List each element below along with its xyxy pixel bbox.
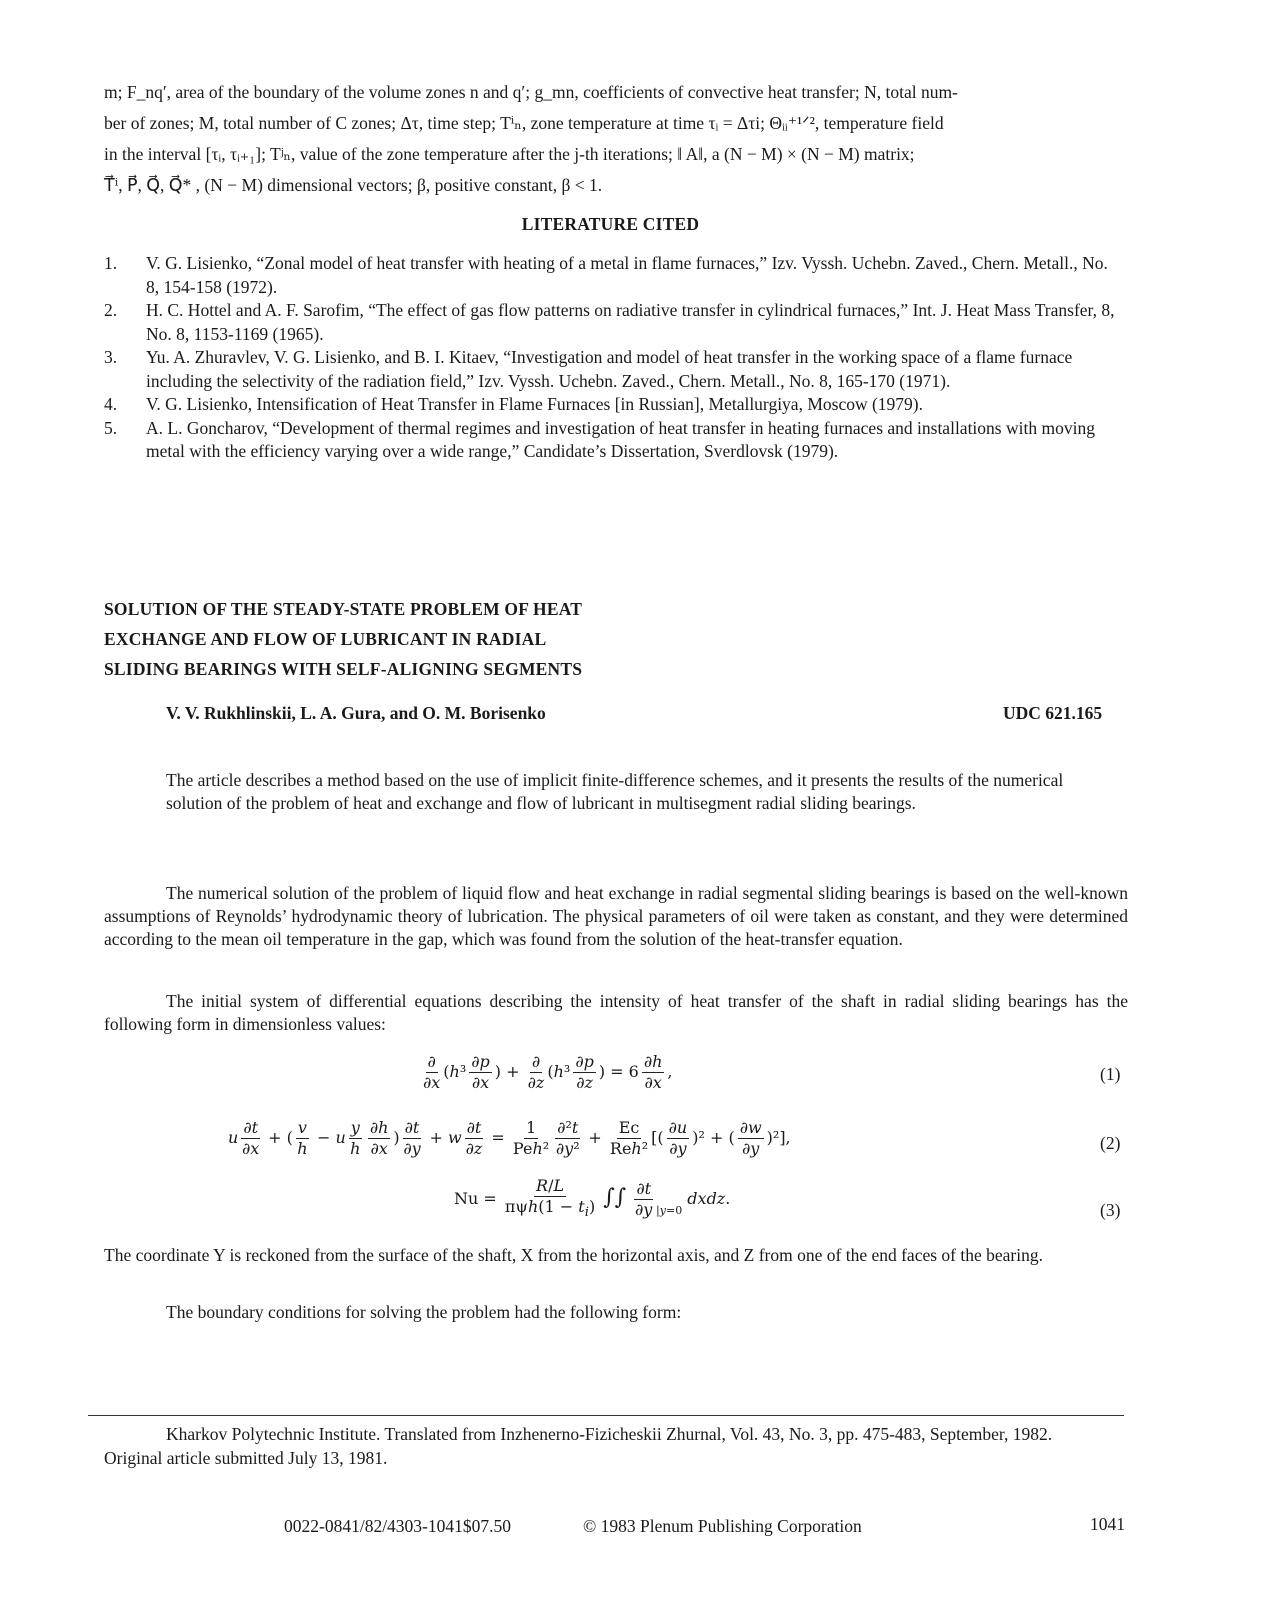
body-paragraph: The numerical solution of the problem of liquid flow and heat exchange in radial segmental sliding bearings is based on the well-known assumptions of Reynolds’ hydrodynamic theory of lubrication. The physical parameters of oil were taken as constant, and they were determined according to the mean oil temperature in the gap, which was found from the solution of the heat-transfer equation. [104, 883, 1128, 949]
reference-list [104, 252, 1124, 464]
nomenclature-line: T⃗ⁱ, P⃗, Q⃗, Q⃗* , (N − M) dimensional vectors; β, positive constant, β < 1. [104, 175, 603, 195]
equation-3: Nu = $\frac{R/L}{\pi\psi h(1 - t_i)}$ ∫∫ $\frac{\partial t}{\partial y}$ $_{|y=0}$ dxdz. [454, 1176, 731, 1221]
reference-item: 2. H. C. Hottel and A. F. Sarofim, “The effect of gas flow patterns on radiative transfer in cylindrical furnaces,” Int. J. Heat Mass Transfer, 8, No. 8, 1153-1169 (1965). [104, 300, 1115, 344]
equation-number: (1) [1100, 1064, 1121, 1084]
reference-item: 4. V. G. Lisienko, Intensification of Heat Transfer in Flame Furnaces [in Russian], Metallurgiya, Moscow (1979). [104, 394, 924, 414]
nomenclature [104, 77, 1124, 201]
reference-item: 3. Yu. A. Zhuravlev, V. G. Lisienko, and B. I. Kitaev, “Investigation and model of heat transfer in the working space of a flame furnace including the selectivity of the radiation field,” Izv. Vyssh. Uchebn. Zaved., Chern. Metall., No. 8, 165-170 (1971). [104, 347, 1073, 391]
udc-code: UDC 621.165 [1003, 703, 1103, 723]
reference-item: 1. V. G. Lisienko, “Zonal model of heat transfer with heating of a metal in flame furnaces,” Izv. Vyssh. Uchebn. Zaved., Chern. Metall., No. 8, 154-158 (1972). [104, 253, 1108, 297]
reference-text: H. C. Hottel and A. F. Sarofim, “The effect of gas flow patterns on radiative transfer in cylindrical furnaces,” Int. J. Heat Mass Transfer, 8, No. 8, 1153-1169 (1965). [146, 300, 1115, 344]
nomenclature-line: in the interval [τᵢ, τᵢ₊₁]; Tʲₙ, value of the zone temperature after the j-th iterations; ‖ A‖, a (N − M) × (N − M) matrix; [104, 144, 915, 164]
reference-text: V. G. Lisienko, “Zonal model of heat transfer with heating of a metal in flame furnaces,” Izv. Vyssh. Uchebn. Zaved., Chern. Metall., No. 8, 154-158 (1972). [146, 253, 1108, 297]
nomenclature-line: ber of zones; M, total number of C zones; Δτ, time step; Tⁱₙ, zone temperature at time τᵢ = Δτi; Θᵢᵢ⁺¹ᐟ², temperature field [104, 113, 944, 133]
footnote-divider [88, 1415, 1124, 1416]
footnote: Kharkov Polytechnic Institute. Translated from Inzhenerno-Fizicheskii Zhurnal, Vol. 43, No. 3, pp. 475-483, September, 1982. Original article submitted July 13, 1981. [104, 1424, 1053, 1468]
reference-text: A. L. Goncharov, “Development of thermal regimes and investigation of heat transfer in heating furnaces and installations with moving metal with the efficiency varying over a wide range,” Candidate’s Dissertation, Sverdlovsk (1979). [146, 417, 1095, 461]
equation-2: u $\frac{\partial t}{\partial x}$ + ( $\frac{v}{h}$ − u $\frac{y}{h}$ $\frac{\partial h}{\partial x}$ ) $\frac{\partial t}{\partial y}$ + w $\frac{\partial t}{\partial z}$ = $\frac{1}{\text{Peh²}}$ $\frac{\text{∂²t}}{\text{∂y²}}$ + $\frac{Ec}{\text{Reh²}}$ [( $\frac{\partial u}{\partial y}$ )² + ( $\frac{\partial w}{\partial y}$ )²], [228, 1118, 791, 1158]
equation-1: $\frac{\partial}{\partial x}$ (h³ $\frac{\partial p}{\partial x}$ ) + $\frac{\partial}{\partial z}$ (h³ $\frac{\partial p}{\partial z}$ ) = 6 $\frac{\partial h}{\partial x}$ , [423, 1052, 673, 1092]
authors: V. V. Rukhlinskii, L. A. Gura, and O. M. Borisenko [166, 703, 546, 723]
price-code: 0022-0841/82/4303-1041$07.50 [284, 1516, 512, 1536]
abstract: The article describes a method based on the use of implicit finite-difference schemes, and it presents the results of the numerical solution of the problem of heat and exchange and flow of lubricant in multisegment radial sliding bearings. [166, 770, 1064, 813]
article-title: SOLUTION OF THE STEADY-STATE PROBLEM OF HEAT EXCHANGE AND FLOW OF LUBRICANT IN RADIAL SLIDING BEARINGS WITH SELF-ALIGNING SEGMENTS [104, 599, 583, 679]
copyright: © 1983 Plenum Publishing Corporation [583, 1516, 862, 1536]
page-number: 1041 [1090, 1514, 1125, 1534]
body-paragraph: The coordinate Y is reckoned from the surface of the shaft, X from the horizontal axis, and Z from one of the end faces of the bearing. [104, 1245, 1043, 1265]
body-paragraph: The boundary conditions for solving the problem had the following form: [166, 1302, 682, 1322]
reference-text: Yu. A. Zhuravlev, V. G. Lisienko, and B. I. Kitaev, “Investigation and model of heat transfer in the working space of a flame furnace including the selectivity of the radiation field,” Izv. Vyssh. Uchebn. Zaved., Chern. Metall., No. 8, 165-170 (1971). [146, 347, 1073, 391]
reference-item: 5. A. L. Goncharov, “Development of thermal regimes and investigation of heat transfer in heating furnaces and installations with moving metal with the efficiency varying over a wide range,” Candidate’s Dissertation, Sverdlovsk (1979). [104, 417, 1095, 461]
nomenclature-line: m; F_nq′, area of the boundary of the volume zones n and q′; g_mn, coefficients of convective heat transfer; N, total num- [104, 82, 958, 102]
equation-number: (3) [1100, 1200, 1121, 1220]
body-paragraph: The initial system of differential equations describing the intensity of heat transfer of the shaft in radial sliding bearings has the following form in dimensionless values: [104, 991, 1128, 1034]
literature-heading: LITERATURE CITED [521, 214, 700, 234]
reference-text: V. G. Lisienko, Intensification of Heat Transfer in Flame Furnaces [in Russian], Metallurgiya, Moscow (1979). [146, 394, 924, 414]
equation-number: (2) [1100, 1133, 1121, 1153]
